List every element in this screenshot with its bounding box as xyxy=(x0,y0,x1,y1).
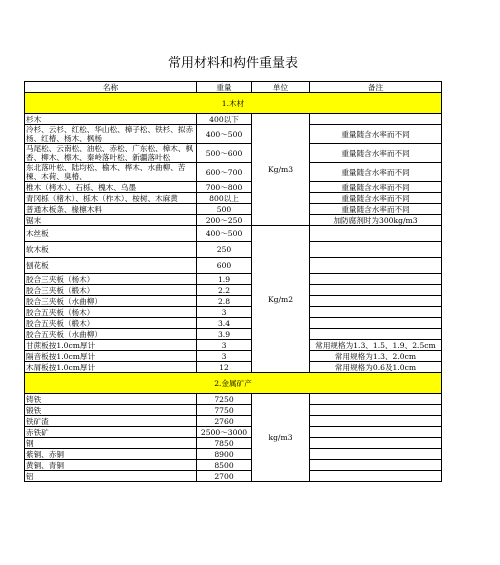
cell-weight: 3.9 xyxy=(197,329,252,340)
cell-note xyxy=(310,307,442,318)
cell-unit: Kg/m2 xyxy=(252,226,310,373)
cell-name: 胶合三夹板（水曲柳） xyxy=(25,296,197,307)
cell-note: 重量随含水率而不同 xyxy=(310,193,442,204)
table-row xyxy=(25,460,442,471)
table-row xyxy=(25,296,442,307)
cell-note xyxy=(310,394,442,405)
table-row xyxy=(25,215,442,226)
cell-weight: 500～600 xyxy=(197,144,252,163)
cell-note xyxy=(310,318,442,329)
cell-name: 铝 xyxy=(25,471,197,482)
table-row xyxy=(25,193,442,204)
cell-name: 胶合五夹板（杨木） xyxy=(25,307,197,318)
table-row xyxy=(25,351,442,362)
cell-name: 冷杉、云杉、红松、华山松、樟子松、铁杉、拟赤杨、红椿、杨木、枫杨 xyxy=(25,125,197,144)
cell-weight: 800以上 xyxy=(197,193,252,204)
table-row xyxy=(25,329,442,340)
cell-note xyxy=(310,274,442,285)
table-row xyxy=(25,405,442,416)
cell-weight: 2500～3000 xyxy=(197,427,252,438)
cell-weight: 2.8 xyxy=(197,296,252,307)
cell-note: 重量随含水率而不同 xyxy=(310,144,442,163)
cell-weight: 3 xyxy=(197,307,252,318)
cell-note xyxy=(310,471,442,482)
cell-name: 铁矿渣 xyxy=(25,416,197,427)
header-weight: 重量 xyxy=(197,82,252,93)
cell-name: 椎木（栲木）、石栎、槐木、乌墨 xyxy=(25,182,197,193)
cell-name: 东北落叶松、陆均松、榆木、桦木、水曲柳、苦楝、木荷、臭椿、 xyxy=(25,163,197,182)
cell-name: 甘蔗板按1.0cm厚计 xyxy=(25,340,197,351)
cell-note xyxy=(310,405,442,416)
cell-weight: 400以下 xyxy=(197,114,252,125)
table-row xyxy=(25,258,442,274)
table-row xyxy=(25,274,442,285)
section-header-row xyxy=(25,373,442,394)
cell-name: 锯末 xyxy=(25,215,197,226)
cell-note xyxy=(310,242,442,258)
cell-weight: 2.2 xyxy=(197,285,252,296)
cell-name: 胶合五夹板（椴木） xyxy=(25,318,197,329)
cell-weight: 7850 xyxy=(197,438,252,449)
cell-note: 常用规格为1.3、1.5、1.9、2.5cm xyxy=(310,340,442,351)
cell-note xyxy=(310,285,442,296)
header-row xyxy=(25,82,442,93)
cell-note xyxy=(310,416,442,427)
cell-weight: 600～700 xyxy=(197,163,252,182)
cell-note xyxy=(310,460,442,471)
cell-name: 软木板 xyxy=(25,242,197,258)
cell-name: 刨花板 xyxy=(25,258,197,274)
table-row xyxy=(25,362,442,373)
cell-weight: 700～800 xyxy=(197,182,252,193)
table-row xyxy=(25,318,442,329)
cell-note: 加防腐剂时为300kg/m3 xyxy=(310,215,442,226)
cell-note xyxy=(310,226,442,242)
table-row xyxy=(25,471,442,482)
cell-weight: 12 xyxy=(197,362,252,373)
cell-note xyxy=(310,114,442,125)
section-label: 2.金属矿产 xyxy=(25,373,442,394)
cell-name: 隔音板按1.0cm厚计 xyxy=(25,351,197,362)
cell-note: 重量随含水率而不同 xyxy=(310,204,442,215)
table-row xyxy=(25,416,442,427)
cell-unit: Kg/m3 xyxy=(252,114,310,226)
cell-note: 常用规格为1.3、2.0cm xyxy=(310,351,442,362)
cell-weight: 500 xyxy=(197,204,252,215)
cell-note xyxy=(310,427,442,438)
cell-weight: 3 xyxy=(197,340,252,351)
header-name: 名称 xyxy=(25,82,197,93)
cell-weight: 200～250 xyxy=(197,215,252,226)
cell-unit: kg/m3 xyxy=(252,394,310,482)
table-row xyxy=(25,125,442,144)
table-row xyxy=(25,144,442,163)
cell-note: 常用规格为0.6及1.0cm xyxy=(310,362,442,373)
cell-name: 马尾松、云南松、油松、赤松、广东松、樟木、枫香、柳木、檫木、秦岭落叶松、新疆落叶松 xyxy=(25,144,197,163)
cell-name: 木丝板 xyxy=(25,226,197,242)
cell-note: 重量随含水率而不同 xyxy=(310,163,442,182)
cell-weight: 7750 xyxy=(197,405,252,416)
table-row xyxy=(25,449,442,460)
cell-note xyxy=(310,296,442,307)
cell-weight: 1.9 xyxy=(197,274,252,285)
table-title: 常用材料和构件重量表 xyxy=(167,56,298,71)
cell-weight: 3 xyxy=(197,351,252,362)
table-row xyxy=(25,163,442,182)
table-row xyxy=(25,182,442,193)
cell-weight: 8500 xyxy=(197,460,252,471)
cell-name: 青冈栎（楮木）、栎木（柞木）、桉树、木麻黄 xyxy=(25,193,197,204)
cell-name: 胶合五夹板（水曲柳） xyxy=(25,329,197,340)
cell-name: 紫铜、赤铜 xyxy=(25,449,197,460)
cell-note: 重量随含水率而不同 xyxy=(310,125,442,144)
section-label: 1.木材 xyxy=(25,93,442,114)
cell-weight: 3.4 xyxy=(197,318,252,329)
cell-name: 木屑板按1.0cm厚计 xyxy=(25,362,197,373)
cell-weight: 8900 xyxy=(197,449,252,460)
cell-note xyxy=(310,258,442,274)
cell-weight: 400～500 xyxy=(197,226,252,242)
table-row xyxy=(25,226,442,242)
table-row xyxy=(25,242,442,258)
cell-weight: 2760 xyxy=(197,416,252,427)
cell-name: 胶合三夹板（椴木） xyxy=(25,285,197,296)
table-row xyxy=(25,340,442,351)
cell-name: 普通木板条、椽檩木料 xyxy=(25,204,197,215)
cell-weight: 2700 xyxy=(197,471,252,482)
cell-weight: 600 xyxy=(197,258,252,274)
table-row xyxy=(25,427,442,438)
cell-name: 铸铁 xyxy=(25,394,197,405)
cell-name: 杉木 xyxy=(25,114,197,125)
table-row xyxy=(25,204,442,215)
table-row xyxy=(25,394,442,405)
header-note: 备注 xyxy=(310,82,442,93)
cell-name: 黄铜、青铜 xyxy=(25,460,197,471)
cell-note xyxy=(310,438,442,449)
cell-name: 锻铁 xyxy=(25,405,197,416)
table-row xyxy=(25,438,442,449)
cell-note xyxy=(310,329,442,340)
weight-table xyxy=(24,81,442,482)
cell-note: 重量随含水率而不同 xyxy=(310,182,442,193)
cell-weight: 400～500 xyxy=(197,125,252,144)
cell-note xyxy=(310,449,442,460)
cell-name: 赤铁矿 xyxy=(25,427,197,438)
cell-weight: 250 xyxy=(197,242,252,258)
section-header-row xyxy=(25,93,442,114)
header-unit: 单位 xyxy=(252,82,310,93)
table-row xyxy=(25,285,442,296)
table-row xyxy=(25,307,442,318)
cell-name: 钢 xyxy=(25,438,197,449)
cell-weight: 7250 xyxy=(197,394,252,405)
cell-name: 胶合三夹板（杨木） xyxy=(25,274,197,285)
table-row xyxy=(25,114,442,125)
